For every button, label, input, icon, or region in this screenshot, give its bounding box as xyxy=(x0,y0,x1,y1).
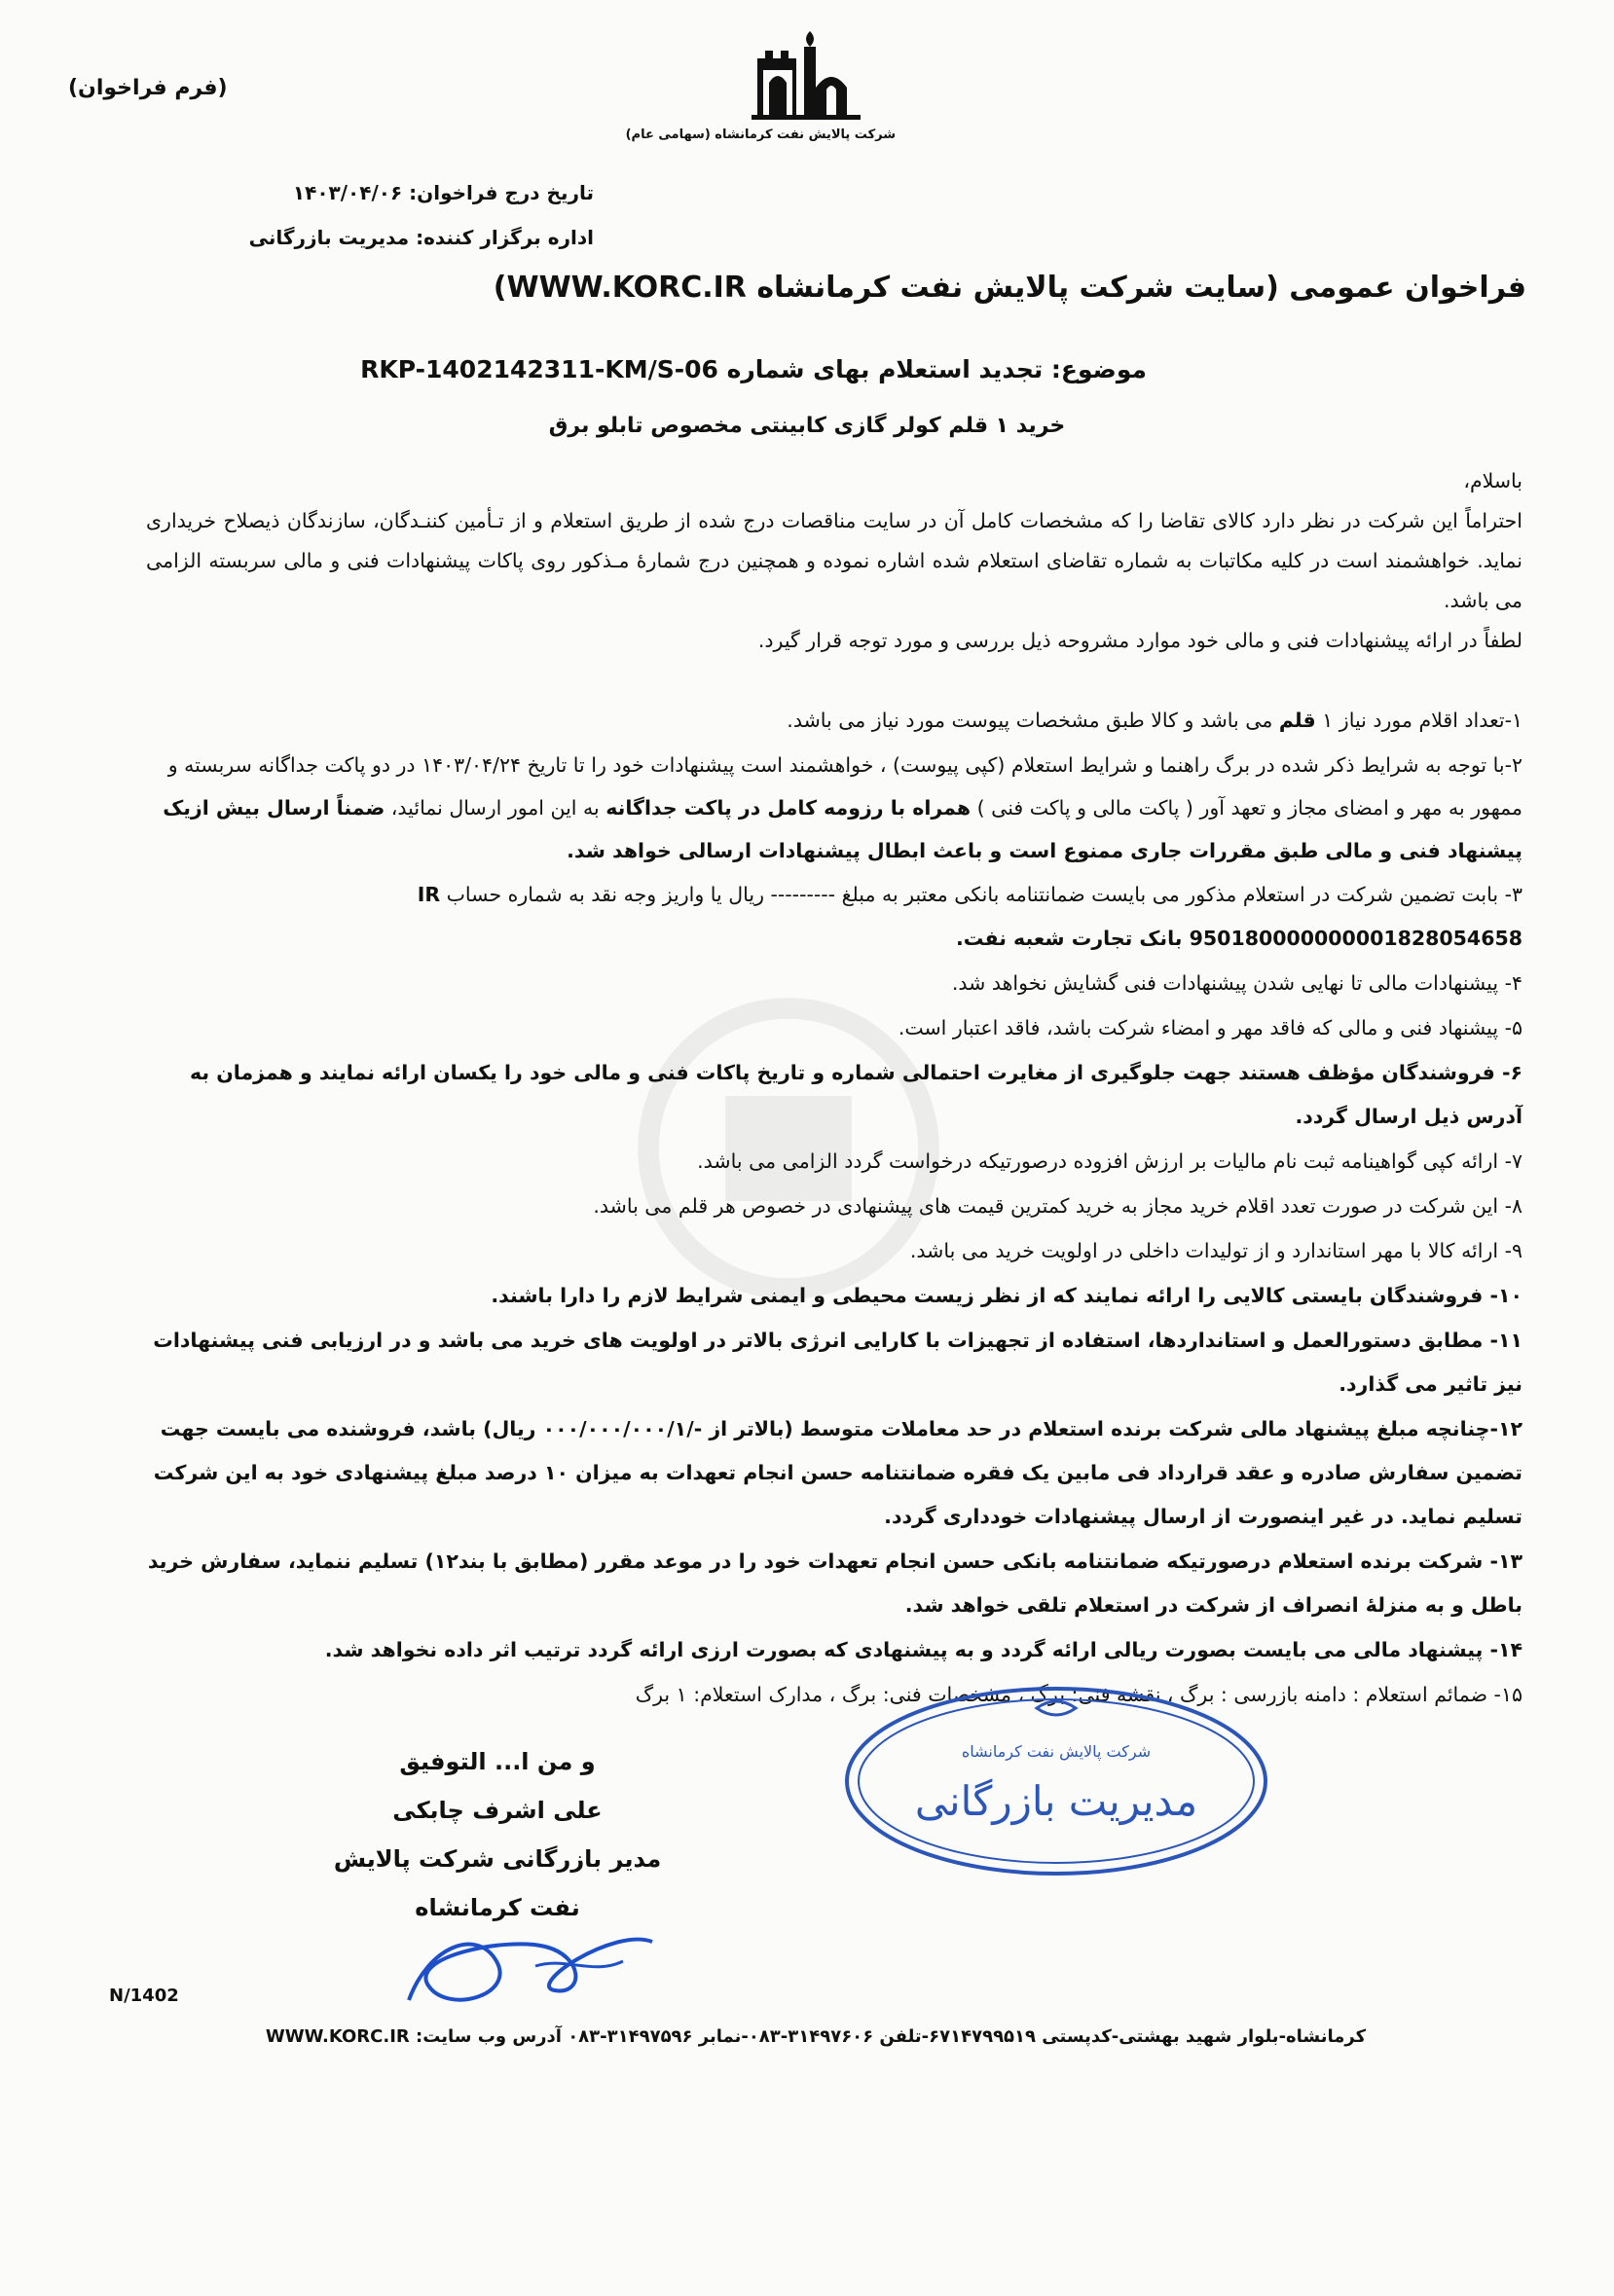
footer-website[interactable]: WWW.KORC.IR xyxy=(265,2026,410,2047)
note-paragraph: لطفاً در ارائه پیشنهادات فنی و مالی خود موارد مشروحه ذیل بررسی و مورد توجه قرار گیرد. xyxy=(757,629,1522,652)
list-item: ۴- پیشنهادات مالی تا نهایی شدن پیشنهادات فنی گشایش نخواهد شد. xyxy=(951,971,1522,995)
list-item: ۸- این شرکت در صورت تعدد اقلام خرید مجاز به خرید کمترین قیمت های پیشنهادی در خصوص هر قلم می باشد. xyxy=(593,1194,1522,1218)
list-item: ۵- پیشنهاد فنی و مالی که فاقد مهر و امضاء شرکت باشد، فاقد اعتبار است. xyxy=(898,1016,1522,1039)
organizer: اداره برگزار کننده: مدیریت بازرگانی xyxy=(248,226,594,249)
greeting: باسلام، xyxy=(1463,469,1522,492)
conditions-list xyxy=(146,699,1522,1718)
list-item: ۶- فروشندگان مؤظف هستند جهت جلوگیری از مغایرت احتمالی شماره و تاریخ پاکات فنی و مالی خود را یکسان ارائه نمایند و همزمان به آدرس ذیل ارسال گردد. xyxy=(190,1061,1522,1128)
closing-salutation: و من ا... التوفیق xyxy=(399,1748,596,1775)
publish-date: تاریخ درج فراخوان: ۱۴۰۳/۰۴/۰۶ xyxy=(292,181,594,204)
svg-text:شرکت پالایش نفت کرمانشاه: شرکت پالایش نفت کرمانشاه xyxy=(961,1742,1152,1761)
list-item: ۱۵- ضمائم استعلام : دامنه بازرسی : برگ ، نقشه فنی: برگ ، مشخصات فنی: برگ ، مدارک استعلام: ۱ برگ xyxy=(635,1683,1522,1706)
list-item: ۹- ارائه کالا با مهر استاندارد و از تولیدات داخلی در اولویت خرید می باشد. xyxy=(909,1239,1522,1262)
subject-line: موضوع: تجدید استعلام بهای شماره RKP-1402142311-KM/S-06 xyxy=(360,355,1147,383)
reference-code: N/1402 xyxy=(109,1986,179,2006)
svg-text:مدیریت بازرگانی: مدیریت بازرگانی xyxy=(914,1777,1198,1825)
header-meta xyxy=(185,170,594,260)
list-item: ۱-تعداد اقلام مورد نیاز ۱ قلم می باشد و کالا طبق مشخصات پیوست مورد نیاز می باشد. xyxy=(787,709,1522,732)
intro-section xyxy=(146,461,1522,661)
company-name-small: شرکت پالایش نفت کرمانشاه (سهامی عام) xyxy=(625,128,896,142)
official-stamp xyxy=(837,1679,1275,1883)
list-item: ۳- بابت تضمین شرکت در استعلام مذکور می بایست ضمانتنامه بانکی معتبر به مبلغ --------- ریال یا واریز وجه نقد به شماره حساب IR 950180000000001828054658 بانک تجارت شعبه نفت. xyxy=(417,883,1522,950)
refinery-logo-icon xyxy=(750,29,866,122)
announcement-title: فراخوان عمومی (سایت شرکت پالایش نفت کرمانشاه WWW.KORC.IR) xyxy=(493,271,1526,305)
list-item: ۱۰- فروشندگان بایستی کالایی را ارائه نمایند که از نظر زیست محیطی و ایمنی شرایط لازم را دارا باشند. xyxy=(491,1284,1522,1307)
list-item: ۲-با توجه به شرایط ذکر شده در برگ راهنما و شرایط استعلام (کپی پیوست) ، خواهشمند است پیشنهادات خود را تا تاریخ ۱۴۰۳/۰۴/۲۴ در دو پاکت جداگانه سربسته و ممهور به مهر و امضای مجاز و تعهد آور ( پاکت مالی و پاکت فنی ) همراه با رزومه کامل در پاکت جداگانه به این امور ارسال نمائید، ضمناً ارسال بیش ازیک پیشنهاد فنی و مالی طبق مقررات جاری ممنوع است و باعث ابطال پیشنهادات ارسالی خواهد شد. xyxy=(163,753,1522,862)
form-label: (فرم فراخوان) xyxy=(68,76,228,100)
list-item: ۷- ارائه کپی گواهینامه ثبت نام مالیات بر ارزش افزوده درصورتیکه درخواست گردد الزامی می باشد. xyxy=(697,1149,1522,1173)
signatory-title: مدیر بازرگانی شرکت پالایش نفت کرمانشاه xyxy=(333,1845,662,1921)
intro-paragraph: احتراماً این شرکت در نظر دارد کالای تقاضا را که مشخصات کامل آن در سایت مناقصات درج شده از طریق استعلام و از تـأمین کننـدگان، سازندگان ذیصلاح خریداری نماید. خواهشمند است در کلیه مکاتبات به شماره تقاضای استعلام شده اشاره نموده و همچنین درج شمارهٔ مـذکور روی پاکات پیشنهادات فنی و مالی سربسته الزامی می باشد. xyxy=(146,509,1522,612)
signatory-name: علی اشرف چابکی xyxy=(392,1797,603,1824)
list-item: ۱۴- پیشنهاد مالی می بایست بصورت ریالی ارائه گردد و به پیشنهادی که بصورت ارزی ارائه گردد ترتیب اثر داده نخواهد شد. xyxy=(324,1638,1522,1661)
list-item: ۱۱- مطابق دستورالعمل و استانداردها، استفاده از تجهیزات با کارایی انرژی بالاتر در اولویت های خرید می باشد و در ارزیابی فنی پیشنهادات نیز تاثیر می گذارد. xyxy=(153,1329,1522,1396)
list-item: ۱۳- شرکت برنده استعلام درصورتیکه ضمانتنامه بانکی حسن انجام تعهدات خود را در موعد مقرر (مطابق با بند۱۲) تسلیم ننماید، سفارش خرید باطل و به منزلهٔ انصراف از شرکت در استعلام تلقی خواهد شد. xyxy=(147,1549,1522,1617)
handwritten-signature xyxy=(389,1908,672,2024)
purchase-line: خرید ۱ قلم کولر گازی کابینتی مخصوص تابلو برق xyxy=(548,414,1066,438)
company-logo xyxy=(625,29,896,142)
list-item: ۱۲-چنانچه مبلغ پیشنهاد مالی شرکت برنده استعلام در حد معاملات متوسط (بالاتر از -/۰۰۰/۰۰۰/۰۰۰/۱ ریال) باشد، فروشنده می بایست جهت تضمین سفارش صادره و عقد قرارداد فی مابین یک فقره ضمانتنامه حسن انجام تعهدات به میزان ۱۰ درصد مبلغ پیشنهادی خود به این شرکت تسلیم نماید. در غیر اینصورت از ارسال پیشنهادات خودداری گردد. xyxy=(153,1417,1522,1528)
footer-address xyxy=(109,2026,1522,2047)
footer-address-text: کرمانشاه-بلوار شهید بهشتی-کدپستی ۶۷۱۴۷۹۹۵۱۹-تلفن ۳۱۴۹۷۶۰۶-۰۸۳-نمابر ۳۱۴۹۷۵۹۶-۰۸۳ آدرس وب سایت: xyxy=(416,2026,1367,2047)
